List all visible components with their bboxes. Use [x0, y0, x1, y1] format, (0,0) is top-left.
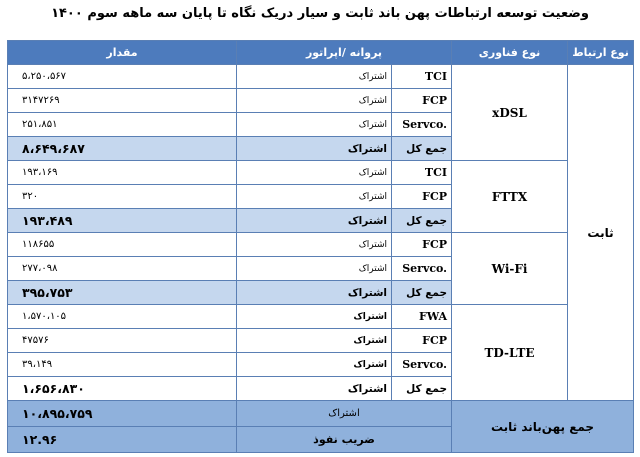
amount-cell: ۳۲۰ — [8, 185, 237, 209]
amount-cell: ۱،۵۷۰،۱۰۵ — [8, 305, 237, 329]
license-cell: اشتراک — [237, 257, 392, 281]
amount-cell: ۴۷۵۷۶ — [8, 329, 237, 353]
header-license-operator: پروانه /اپراتور — [237, 41, 452, 65]
license-cell: اشتراک — [237, 353, 392, 377]
header-amount: مقدار — [8, 41, 237, 65]
amount-cell: ۳۹،۱۴۹ — [8, 353, 237, 377]
grand-total-row — [8, 401, 634, 427]
header-technology: نوع فناوری — [452, 41, 568, 65]
amount-cell: ۱۱۸۶۵۵ — [8, 233, 237, 257]
grand-total-label: جمع پهن‌باند ثابت — [452, 401, 634, 453]
table-row — [8, 65, 634, 89]
amount-cell: ۵،۲۵۰،۵۶۷ — [8, 65, 237, 89]
license-cell: اشتراک — [237, 377, 392, 401]
license-cell: اشتراک — [237, 305, 392, 329]
license-cell: اشتراک — [237, 329, 392, 353]
page-title: وضعیت توسعه ارتباطات پهن باند ثابت و سیار دریک نگاه تا پایان سه ماهه سوم ۱۴۰۰ — [51, 6, 589, 21]
subtotal-amount: ۳۹۵،۷۵۳ — [8, 281, 237, 305]
license-cell: اشتراک — [237, 209, 392, 233]
operator-cell: FCP — [392, 185, 452, 209]
license-cell: اشتراک — [237, 233, 392, 257]
connection-type-cell: ثابت — [568, 65, 634, 401]
subtotal-label: جمع کل — [392, 137, 452, 161]
table-row — [8, 161, 634, 185]
table-row — [8, 305, 634, 329]
technology-cell: TD-LTE — [452, 305, 568, 401]
amount-cell: ۲۵۱،۸۵۱ — [8, 113, 237, 137]
license-cell: اشتراک — [237, 65, 392, 89]
operator-cell: FWA — [392, 305, 452, 329]
technology-cell: xDSL — [452, 65, 568, 161]
subtotal-label: جمع کل — [392, 377, 452, 401]
amount-cell: ۲۷۷،۰۹۸ — [8, 257, 237, 281]
table-row — [8, 233, 634, 257]
broadband-table — [7, 40, 634, 453]
operator-cell: FCP — [392, 329, 452, 353]
license-cell: اشتراک — [237, 89, 392, 113]
subtotal-amount: ۱۹۳،۴۸۹ — [8, 209, 237, 233]
operator-cell: TCI — [392, 65, 452, 89]
penetration-label: ضریب نفوذ — [237, 427, 452, 453]
operator-cell: Servco. — [392, 113, 452, 137]
subtotal-label: جمع کل — [392, 281, 452, 305]
amount-cell: ۳۱۴۷۲۶۹ — [8, 89, 237, 113]
header-row — [8, 41, 634, 65]
grand-total-subscriptions-value: ۱۰،۸۹۵،۷۵۹ — [8, 401, 237, 427]
operator-cell: FCP — [392, 233, 452, 257]
license-cell: اشتراک — [237, 185, 392, 209]
technology-cell: FTTX — [452, 161, 568, 233]
license-cell: اشتراک — [237, 113, 392, 137]
technology-cell: Wi-Fi — [452, 233, 568, 305]
grand-total-subscriptions-label: اشتراک — [237, 401, 452, 427]
header-connection-type: نوع ارتباط — [568, 41, 634, 65]
penetration-value: ۱۲.۹۶ — [8, 427, 237, 453]
operator-cell: FCP — [392, 89, 452, 113]
operator-cell: Servco. — [392, 353, 452, 377]
subtotal-amount: ۱،۶۵۶،۸۳۰ — [8, 377, 237, 401]
operator-cell: TCI — [392, 161, 452, 185]
subtotal-label: جمع کل — [392, 209, 452, 233]
amount-cell: ۱۹۳،۱۶۹ — [8, 161, 237, 185]
license-cell: اشتراک — [237, 137, 392, 161]
subtotal-amount: ۸،۶۴۹،۶۸۷ — [8, 137, 237, 161]
license-cell: اشتراک — [237, 281, 392, 305]
operator-cell: Servco. — [392, 257, 452, 281]
license-cell: اشتراک — [237, 161, 392, 185]
